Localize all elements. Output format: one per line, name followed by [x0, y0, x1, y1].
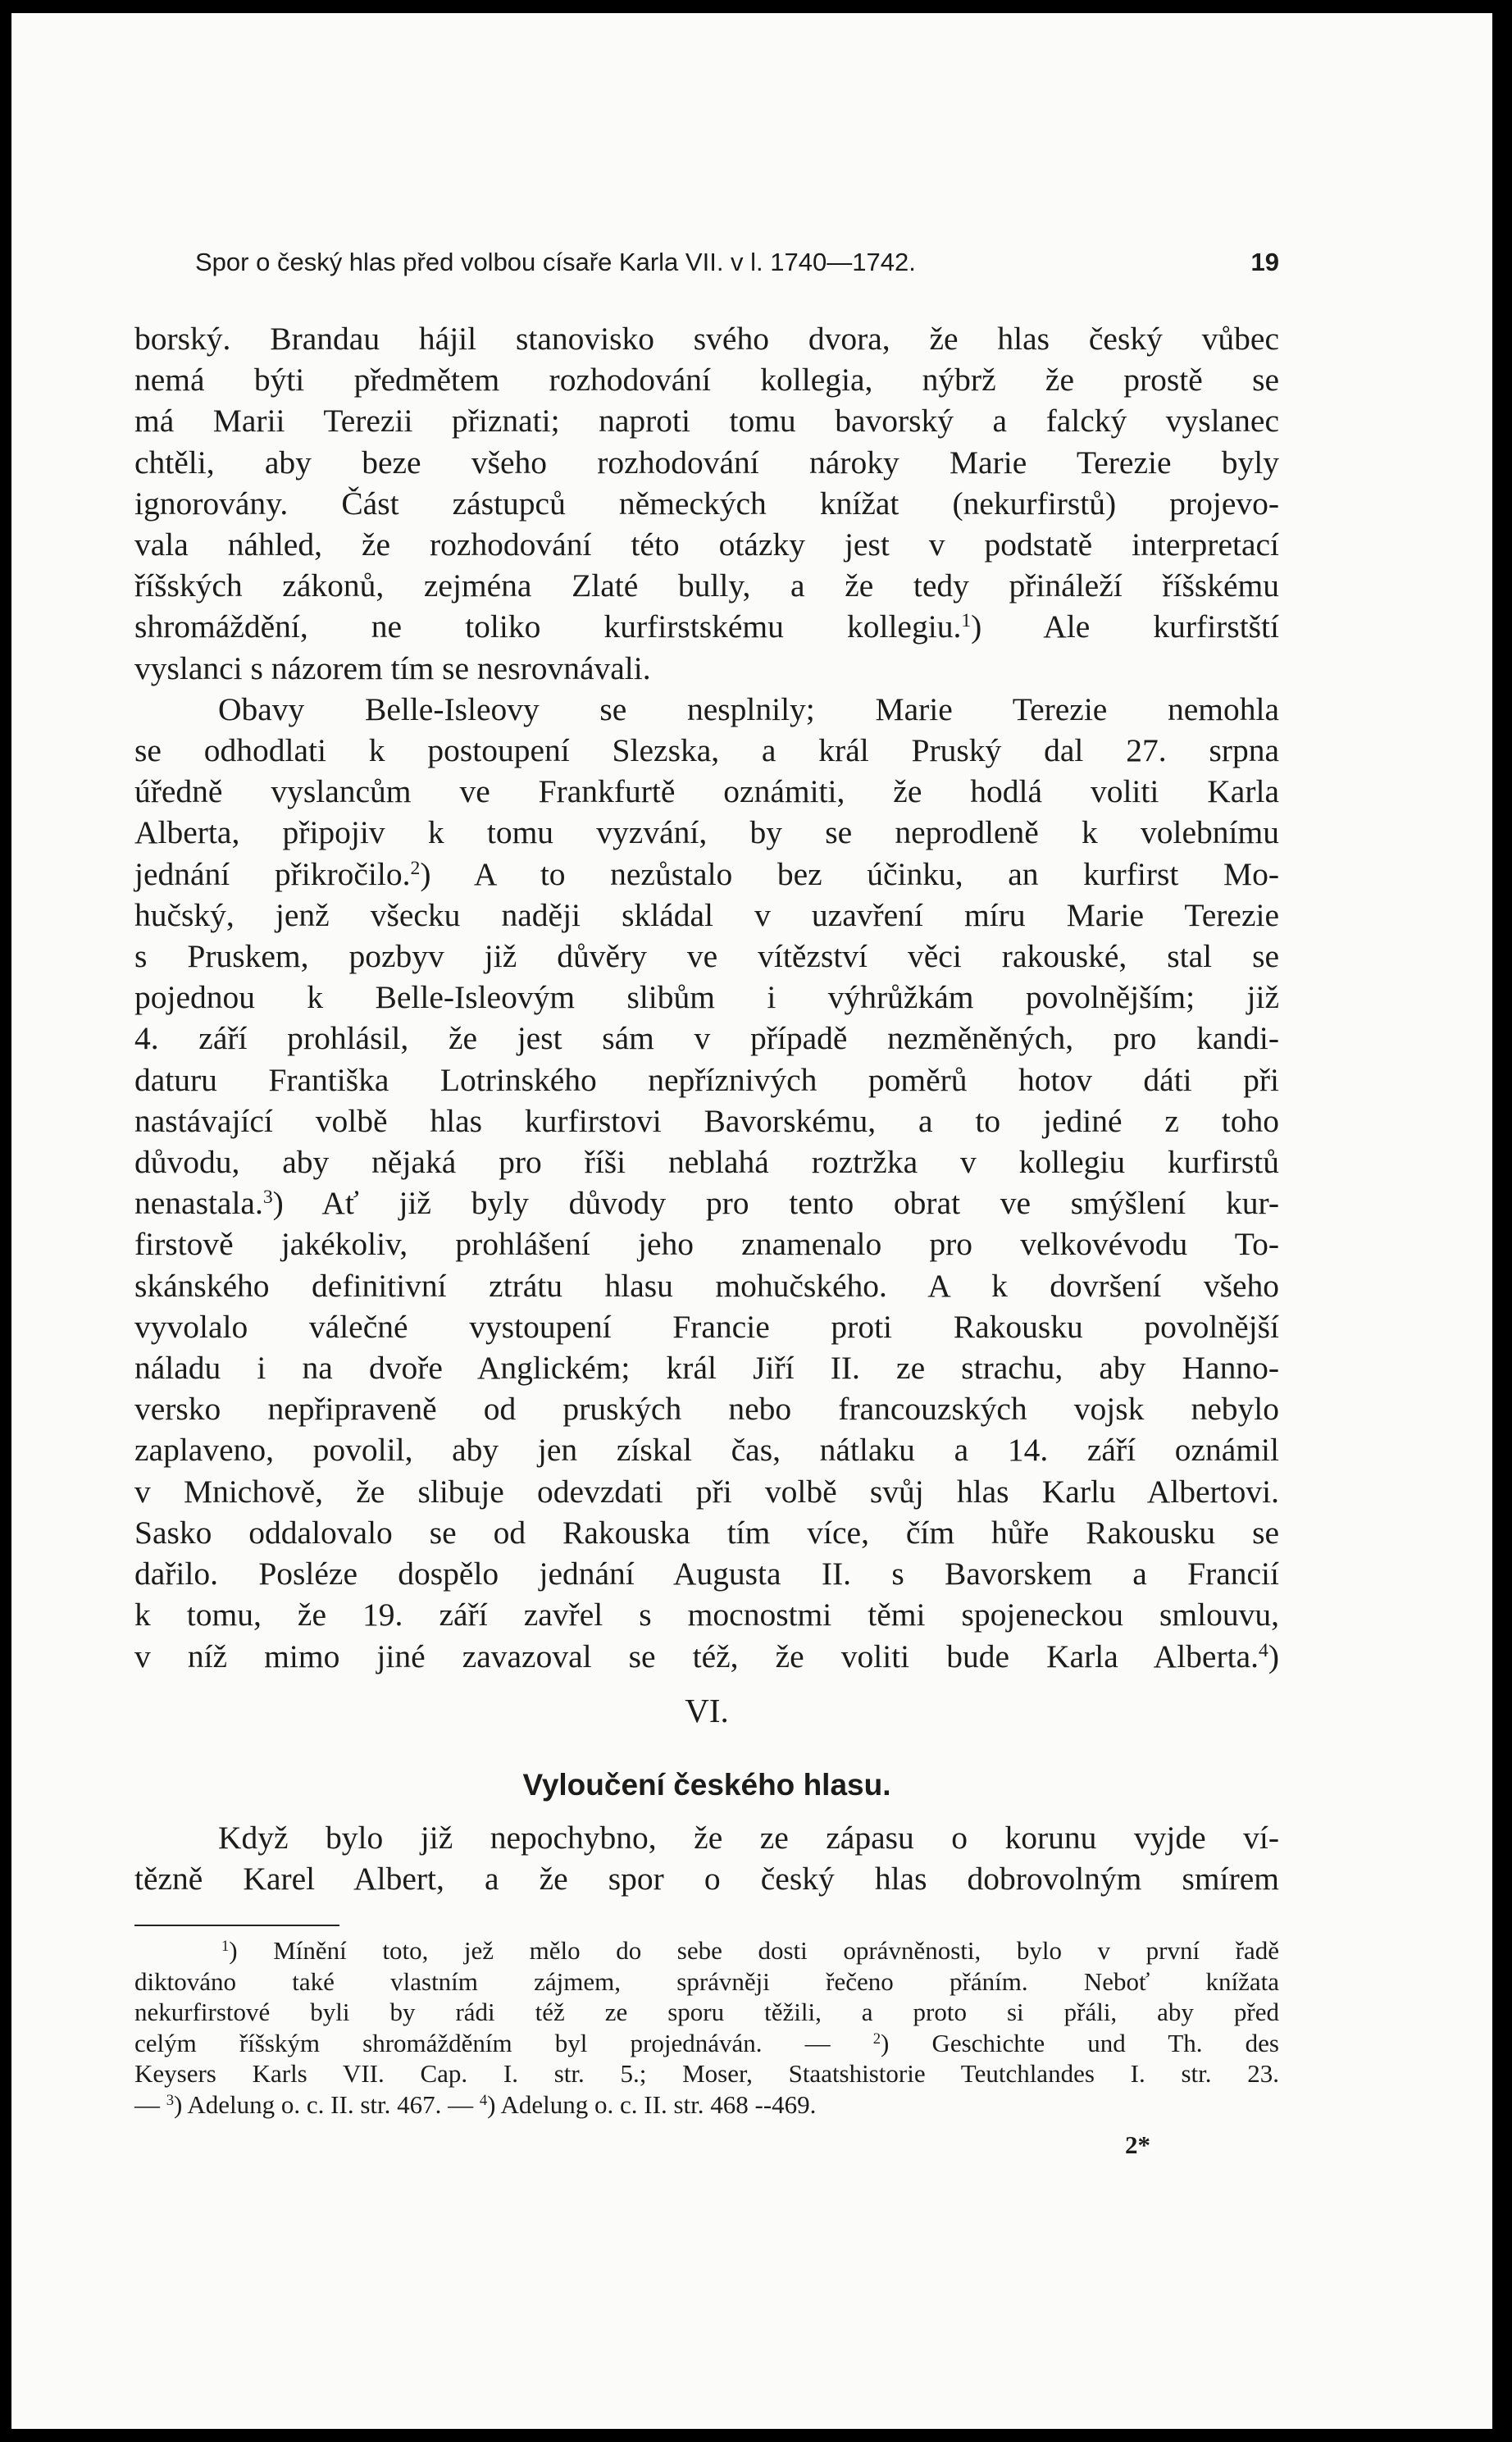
text-line: borský. Brandau hájil stanovisko svého dvora, že hlas český vůbec: [134, 321, 1279, 357]
text-line: náladu i na dvoře Anglickém; král Jiří II. ze strachu, aby Hanno-: [134, 1350, 1279, 1387]
footnote-mark: 1: [221, 1937, 230, 1955]
text-fragment: ) Mínění toto, jež mělo do sebe dosti oprávněnosti, bylo v první řadě: [229, 1936, 1279, 1965]
page-number: 19: [1250, 248, 1279, 276]
footnote-line: [134, 2028, 1279, 2059]
text-fragment: A to nezůstalo bez účinku, an kurfirst Mo-: [430, 855, 1279, 892]
text-fragment: Ať již byly důvody pro tento obrat ve smýšlení kur-: [283, 1185, 1279, 1222]
text-line: firstově jakékoliv, prohlášení jeho znamenalo pro velkovévodu To-: [134, 1226, 1279, 1263]
text-line: Když bylo již nepochybno, že ze zápasu o korunu vyjde ví-: [218, 1820, 1279, 1856]
text-line: ignorovány. Část zástupců německých knížat (nekurfirstů) projevo-: [134, 485, 1279, 522]
text-line: tězně Karel Albert, a že spor o český hlas dobrovolným smírem: [134, 1861, 1279, 1897]
text-line: s Pruskem, pozbyv již důvěry ve vítězství věci rakouské, stal se: [134, 938, 1279, 975]
text-line: se odhodlati k postoupení Slezska, a král Pruský dal 27. srpna: [134, 732, 1279, 769]
text-line: jednání přikročilo.$^2$) A to nezůstalo bez účinku, an kurfirst Mo-: [134, 855, 1279, 892]
footnote-line: diktováno také vlastním zájmem, správněji řečeno přáním. Neboť knížata: [134, 1966, 1279, 1996]
text-fragment: shromáždění, ne toliko kurfirstskému kollegiu.: [134, 608, 962, 645]
chapter-text: [134, 1817, 1279, 1899]
text-line: vala náhled, že rozhodování této otázky jest v podstatě interpretací: [134, 526, 1279, 563]
text-line: říšských zákonů, zejména Zlaté bully, a že tedy přináleží říšskému: [134, 567, 1279, 604]
text-fragment: celým říšským shromážděním byl projednáván. —: [134, 2028, 873, 2057]
text-line: Obavy Belle-Isleovy se nesplnily; Marie Terezie nemohla: [218, 690, 1279, 727]
footnote-mark: 1: [961, 610, 972, 632]
text-line: hučský, jenž všecku naději skládal v uzavření míru Marie Terezie: [134, 896, 1279, 933]
text-line: k tomu, že 19. září zavřel s mocnostmi těmi spojeneckou smlouvu,: [134, 1597, 1279, 1633]
footnote-line: [134, 2089, 1279, 2121]
text-fragment: jednání přikročilo.: [134, 855, 411, 892]
text-line: má Marii Terezii přiznati; naproti tomu bavorský a falcký vyslanec: [134, 403, 1279, 440]
text-line: nastávající volbě hlas kurfirstovi Bavorskému, a to jediné z toho: [134, 1102, 1279, 1139]
text-line: v Mnichově, že slibuje odevzdati při volbě svůj hlas Karlu Albertovi.: [134, 1473, 1279, 1510]
text-fragment: nenastala.: [134, 1185, 263, 1222]
running-header: [195, 248, 1279, 277]
text-line: Sasko oddalovalo se od Rakouska tím více, čím hůře Rakousku se: [134, 1514, 1279, 1551]
footnote-mark: 2: [410, 857, 421, 879]
text-fragment: ) Adelung o. c. II. str. 467. —: [174, 2089, 480, 2119]
signature-mark: 2*: [1125, 2130, 1150, 2159]
footnote-mark: 3: [262, 1187, 273, 1209]
footnote-line: [134, 1935, 1279, 1966]
main-text: [134, 318, 1279, 1677]
text-line: skánského definitivní ztrátu hlasu mohučského. A k dovršení všeho: [134, 1267, 1279, 1304]
text-line: zaplaveno, povolil, aby jen získal čas, nátlaku a 14. září oznámil: [134, 1432, 1279, 1469]
book-page: [11, 13, 1492, 2429]
text-line: versko nepřipraveně od pruských nebo francouzských vojsk nebylo: [134, 1391, 1279, 1428]
text-fragment: v níž mimo jiné zavazoval se též, že voliti bude Karla Alberta.: [134, 1638, 1259, 1674]
chapter-number: VI.: [685, 1692, 729, 1729]
running-title: Spor o český hlas před volbou císaře Karla VII. v l. 1740—1742.: [195, 248, 916, 276]
text-line: Alberta, připojiv k tomu vyzvání, by se neprodleně k volebnímu: [134, 814, 1279, 851]
text-fragment: ) Adelung o. c. II. str. 468 --469.: [487, 2089, 817, 2119]
text-line: dařilo. Posléze dospělo jednání Augusta II. s Bavorskem a Francií: [134, 1556, 1279, 1592]
text-line: důvodu, aby nějaká pro říši neblahá roztržka v kollegiu kurfirstů: [134, 1144, 1279, 1181]
text-line: vyslanci s názorem tím se nesrovnávali.: [134, 649, 651, 686]
text-fragment: —: [134, 2089, 166, 2119]
text-fragment: ) Geschichte und Th. des: [881, 2028, 1279, 2057]
text-line: shromáždění, ne toliko kurfirstskému kollegiu.$^1$) Ale kurfirstští: [134, 608, 1279, 645]
footnote-divider: [134, 1925, 339, 1926]
footnotes: [134, 1935, 1279, 2120]
text-line: v níž mimo jiné zavazoval se též, že voliti bude Karla Alberta.$^4$): [134, 1638, 1279, 1674]
text-line: pojednou k Belle-Isleovým slibům i výhrůžkám povolnějším; již: [134, 979, 1279, 1016]
footnote-mark: 3: [166, 2091, 175, 2109]
footnote-mark: 4: [1259, 1639, 1268, 1661]
footnote-mark: 2: [872, 2030, 881, 2048]
text-fragment: Ale kurfirstští: [981, 608, 1279, 645]
footnote-line: Keysers Karls VII. Cap. I. str. 5.; Moser, Staatshistorie Teutchlandes I. str. 23.: [134, 2059, 1279, 2088]
footnote-line: nekurfirstové byli by rádi též ze sporu těžili, a proto si přáli, aby před: [134, 1998, 1279, 2026]
text-line: nemá býti předmětem rozhodování kollegia, nýbrž že prostě se: [134, 362, 1279, 399]
chapter-title: Vyloučení českého hlasu.: [522, 1768, 891, 1802]
text-line: 4. září prohlásil, že jest sám v případě nezměněných, pro kandi-: [134, 1020, 1279, 1057]
text-line: nenastala.$^3$) Ať již byly důvody pro tento obrat ve smýšlení kur-: [134, 1185, 1279, 1222]
footnote-mark: 4: [479, 2091, 488, 2109]
text-line: úředně vyslancům ve Frankfurtě oznámiti, že hodlá voliti Karla: [134, 773, 1279, 810]
text-line: chtěli, aby beze všeho rozhodování nároky Marie Terezie byly: [134, 444, 1279, 481]
text-line: daturu Františka Lotrinského nepříznivých poměrů hotov dáti při: [134, 1061, 1279, 1098]
text-line: vyvolalo válečné vystoupení Francie proti Rakousku povolnější: [134, 1308, 1279, 1345]
